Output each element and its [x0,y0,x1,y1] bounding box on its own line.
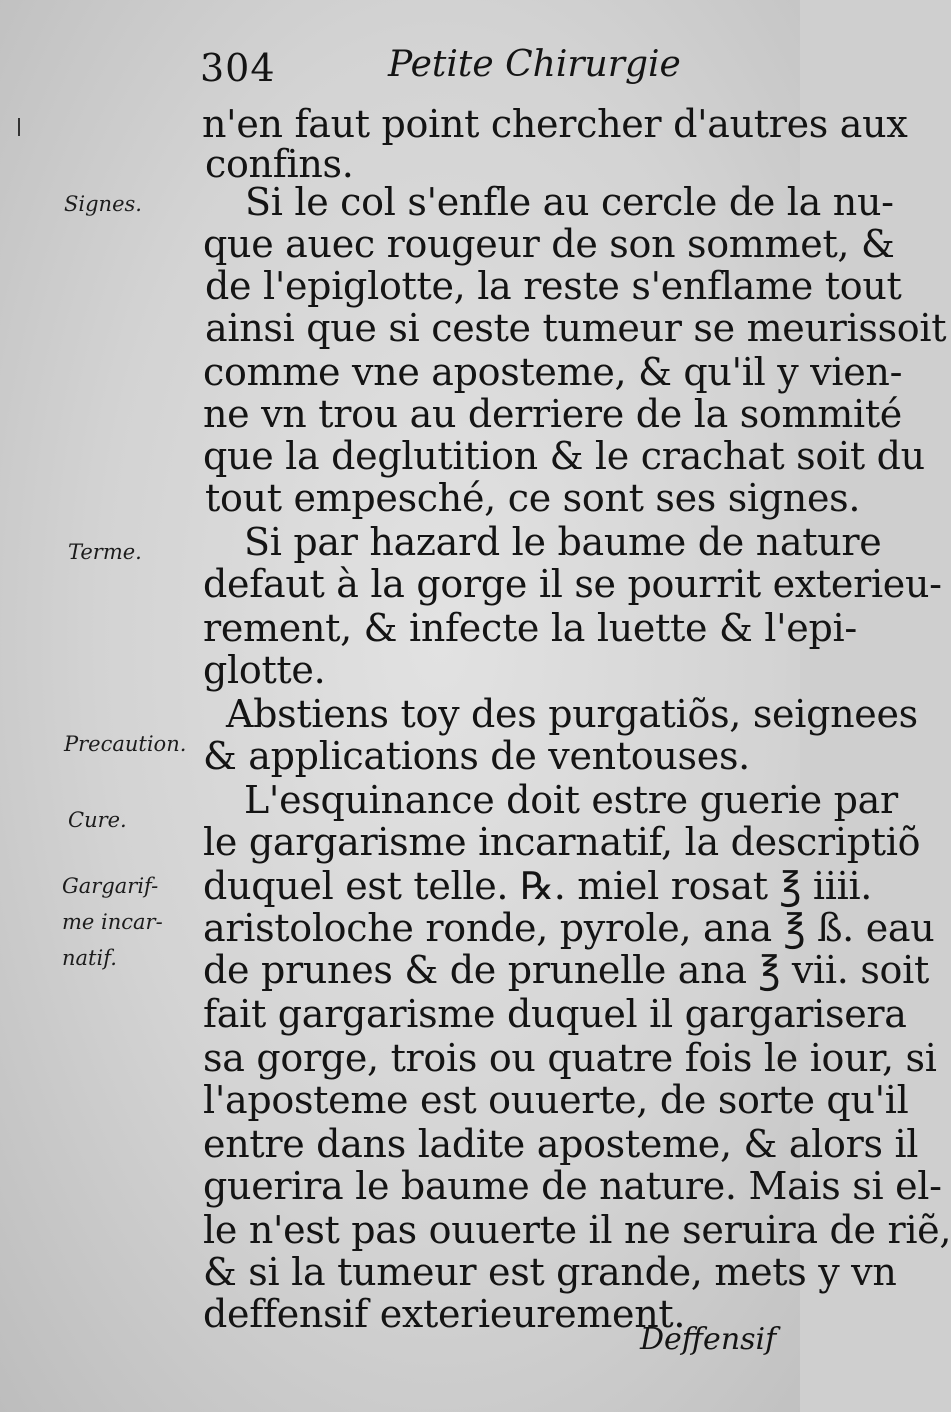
text-line: L'esquinance doit estre guerie par [244,778,898,822]
text-line: n'en faut point chercher d'autres aux [202,102,908,146]
page-number: 304 [200,46,276,90]
text-line: le n'est pas ouuerte il ne seruira de riẽ, [203,1208,951,1252]
margin-note-precaution: Precaution. [64,732,187,756]
text-line: le gargarisme incarnatif, la descriptiõ [203,820,921,864]
text-line: & applications de ventouses. [203,734,750,778]
text-line: que auec rougeur de son sommet, & [203,222,895,266]
text-line: que la deglutition & le crachat soit du [203,434,925,478]
text-line: confins. [205,142,354,186]
catchword: Deffensif [640,1322,777,1357]
text-line: Si le col s'enfle au cercle de la nu- [245,180,894,224]
text-line: comme vne aposteme, & qu'il y vien- [203,350,903,394]
margin-note-gargarisme-1: Gargarif- [62,874,159,898]
text-line: Abstiens toy des purgatiõs, seignees [226,692,918,736]
text-line: de prunes & de prunelle ana ℥ vii. soit [203,948,929,992]
text-line: fait gargarisme duquel il gargarisera [203,992,907,1036]
margin-note-gargarisme-3: natif. [62,946,117,970]
text-line: tout empesché, ce sont ses signes. [205,476,861,520]
margin-note-terme: Terme. [68,540,142,564]
text-line: Si par hazard le baume de nature [244,520,882,564]
running-title: Petite Chirurgie [388,44,681,85]
text-line: sa gorge, trois ou quatre fois le iour, si [203,1036,937,1080]
text-line: duquel est telle. ℞. miel rosat ℥ iiii. [203,864,873,908]
margin-note-signes: Signes. [64,192,142,216]
text-line: rement, & infecte la luette & l'epi- [203,606,857,650]
text-line: entre dans ladite aposteme, & alors il [203,1122,919,1166]
margin-note-cure: Cure. [68,808,127,832]
text-line: ne vn trou au derriere de la sommité [203,392,902,436]
text-line: & si la tumeur est grande, mets y vn [203,1250,897,1294]
margin-note-gargarisme-2: me incar- [62,910,163,934]
text-line: ainsi que si ceste tumeur se meurissoit [205,306,947,350]
text-line: deffensif exterieurement. [203,1292,686,1336]
text-line: de l'epiglotte, la reste s'enflame tout [205,264,902,308]
text-line: glotte. [203,648,326,692]
text-line: aristoloche ronde, pyrole, ana ℥ ß. eau [203,906,935,950]
text-line: l'aposteme est ouuerte, de sorte qu'il [203,1078,909,1122]
text-line: defaut à la gorge il se pourrit exterieu- [203,562,942,606]
text-line: guerira le baume de nature. Mais si el- [203,1164,942,1208]
